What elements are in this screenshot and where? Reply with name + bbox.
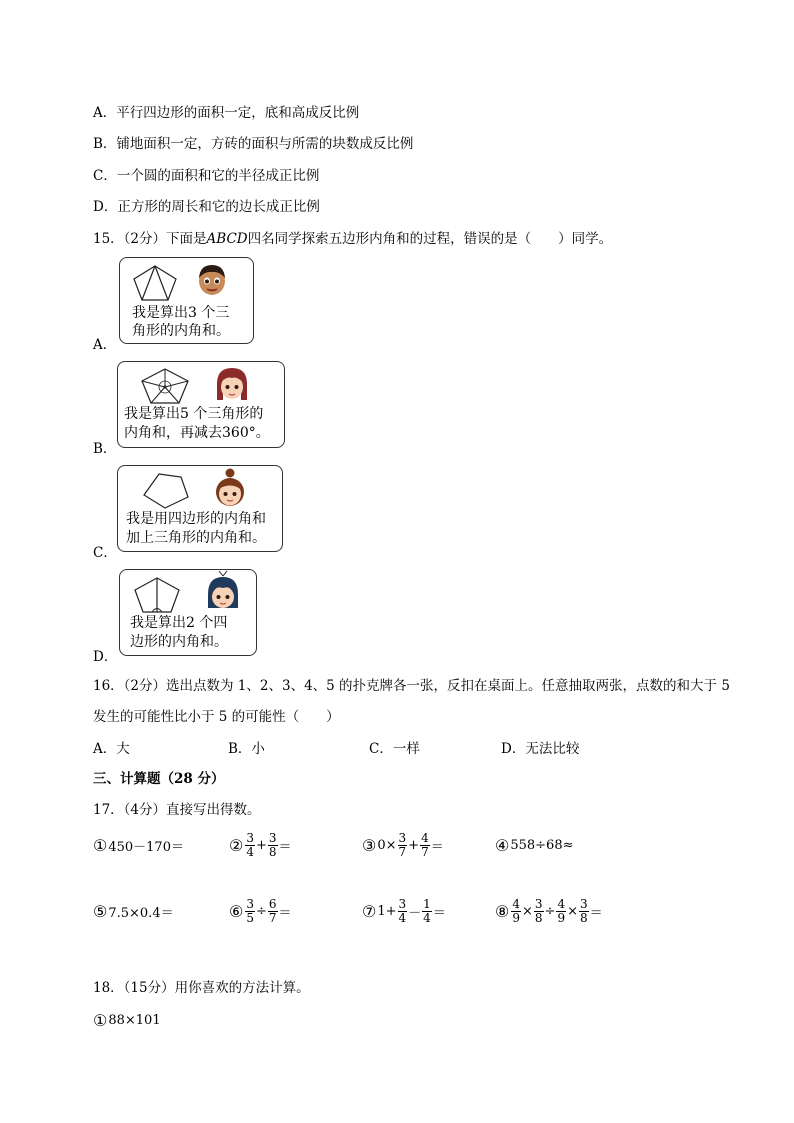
q17-calc-4: ④ 558÷68≈ <box>495 835 574 855</box>
pentagon-center-point-icon <box>138 366 192 406</box>
q15-card-a-line2: 角形的内角和。 <box>132 323 230 339</box>
pentagon-two-quads-icon <box>130 575 184 615</box>
q15-stem <box>93 227 612 247</box>
q15-card-c-line2: 加上三角形的内角和。 <box>126 530 266 546</box>
fraction: $\frac{4}{7}$ <box>421 830 429 859</box>
girl-braids-avatar-icon <box>214 366 250 404</box>
q15-option-c-letter: C． <box>93 545 117 561</box>
q15-card-c-line1: 我是用四边形的内角和 <box>126 511 266 527</box>
q14-option-b: B．铺地面积一定，方砖的面积与所需的块数成反比例 <box>93 136 414 152</box>
pentagon-triangulated-icon <box>130 263 180 303</box>
q15-option-b-letter: B． <box>93 441 117 457</box>
q14-option-a: A．平行四边形的面积一定，底和高成反比例 <box>93 105 360 121</box>
q14-option-d: D．正方形的周长和它的边长成正比例 <box>93 199 320 215</box>
q17-calc-2: ② $\frac{3}{4}$ + $\frac{3}{8}$ ＝ <box>229 830 292 859</box>
fraction: $\frac{3}{5}$ <box>246 896 254 925</box>
q15-card-b-line1: 我是算出5 个三角形的 <box>124 406 264 422</box>
boy-avatar-icon <box>195 262 229 298</box>
q16-option-d: D．无法比较 <box>501 741 580 757</box>
q18-title: 18．（15分）用你喜欢的方法计算。 <box>93 980 310 996</box>
fraction: $\frac{3}{8}$ <box>579 896 588 925</box>
q14-option-c: C．一个圆的面积和它的半径成正比例 <box>93 168 320 184</box>
q16-option-b: B．小 <box>228 741 265 757</box>
q17-calc-5: ⑤ 7.5×0.4＝ <box>93 901 174 921</box>
pentagon-split-icon <box>138 471 192 511</box>
q17-title: 17．（4分）直接写出得数。 <box>93 802 261 818</box>
q18-calc-1: ① 88×101 <box>93 1010 161 1030</box>
q17-calc-1: ① 450－170＝ <box>93 835 184 855</box>
fraction: $\frac{1}{4}$ <box>423 896 431 925</box>
q15-option-d-letter: D． <box>93 649 118 665</box>
section-3-heading: 三、计算题（28 分） <box>93 771 225 787</box>
q17-calc-3: ③ 0× $\frac{3}{7}$ + $\frac{4}{7}$ ＝ <box>362 830 444 859</box>
q15-card-b-line2: 内角和，再减去360°。 <box>124 425 270 441</box>
q15-card-c <box>117 465 283 552</box>
q15-card-d-line2: 边形的内角和。 <box>130 634 228 650</box>
q16-line2: 发生的可能性比小于 5 的可能性（ ） <box>93 709 340 725</box>
fraction: $\frac{3}{8}$ <box>268 830 277 859</box>
q15-prefix: 15．（2分）下面是 <box>93 231 207 247</box>
q16-option-c: C．一样 <box>369 741 420 757</box>
q17-calc-6: ⑥ $\frac{3}{5}$ ÷ $\frac{6}{7}$ ＝ <box>229 896 292 925</box>
girl-bun-avatar-icon <box>212 468 248 508</box>
q15-abcd: ABCD <box>206 231 248 247</box>
fraction: $\frac{3}{4}$ <box>398 896 407 925</box>
q15-card-d <box>119 569 257 656</box>
fraction: $\frac{6}{7}$ <box>268 896 277 925</box>
girl-bob-avatar-icon <box>204 570 242 612</box>
fraction: $\frac{3}{7}$ <box>398 830 407 859</box>
q17-calc-8: ⑧ $\frac{4}{9}$ × $\frac{3}{8}$ ÷ $\frac{4}{9}$ × $\frac{3}{8}$ ＝ <box>495 896 603 925</box>
q15-card-a-line1: 我是算出3 个三 <box>132 305 230 321</box>
q16-option-a: A．大 <box>93 741 130 757</box>
q17-calc-7: ⑦ 1+ $\frac{3}{4}$ － $\frac{1}{4}$ ＝ <box>362 896 446 925</box>
fraction: $\frac{4}{9}$ <box>557 896 566 925</box>
q15-card-b <box>117 361 285 448</box>
q16-line1: 16．（2分）选出点数为 1、2、3、4、5 的扑克牌各一张，反扣在桌面上。任意抽取两张，点数的和大于 5 <box>93 678 730 694</box>
q15-card-d-line1: 我是算出2 个四 <box>130 615 228 631</box>
q15-option-a-letter: A． <box>93 337 117 353</box>
q15-card-a <box>119 257 254 344</box>
fraction: $\frac{3}{4}$ <box>246 830 254 859</box>
fraction: $\frac{4}{9}$ <box>512 896 520 925</box>
q15-suffix: 四名同学探索五边形内角和的过程，错误的是（ ）同学。 <box>247 231 613 247</box>
fraction: $\frac{3}{8}$ <box>534 896 543 925</box>
